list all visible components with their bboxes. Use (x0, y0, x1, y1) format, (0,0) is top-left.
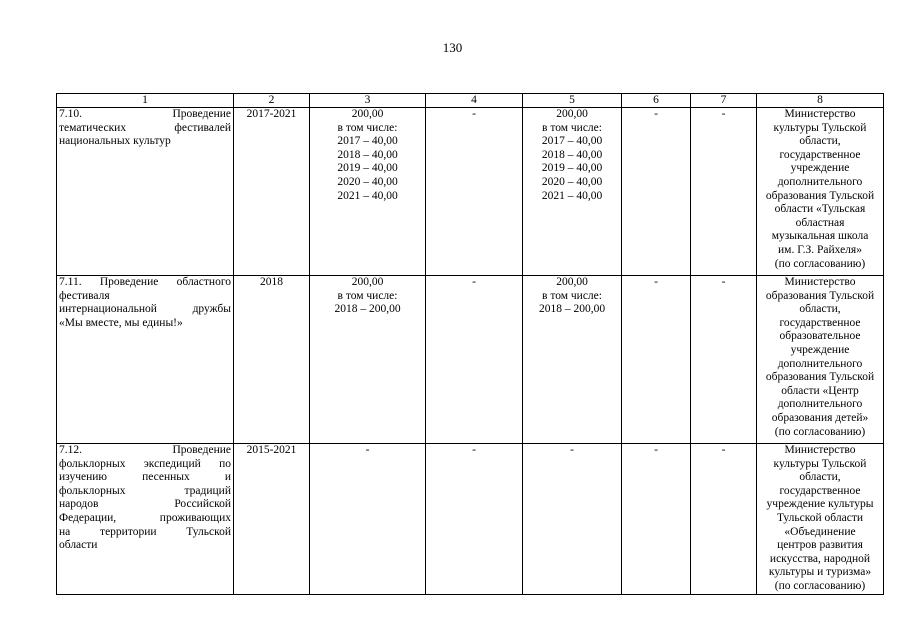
executor-cell-line: образования Тульской (765, 371, 875, 384)
executor-cell-line: культуры и туризма» (768, 566, 872, 579)
budget-total-cell (310, 108, 426, 276)
activity-name-cell-line: 7.10. Проведение (59, 108, 231, 120)
header-cell: 5 (523, 94, 622, 108)
budget-total-cell-line: в том числе: (337, 289, 398, 302)
activity-name-cell-line: тематических фестивалей (59, 121, 231, 134)
activity-name-cell-line: национальных культур (59, 135, 171, 148)
regional-budget-cell-line: 2018 – 200,00 (538, 303, 606, 316)
executor-cell-line: дополнительного (777, 175, 863, 188)
activity-name-cell-line: фольклорных экспедиций по (59, 457, 231, 470)
activity-name-cell-line: народов Российской (59, 498, 231, 511)
activity-name-cell-line: фестиваля (59, 289, 110, 302)
period-cell: 2018 (234, 276, 310, 444)
budget-total-cell-line: 2017 – 40,00 (337, 135, 398, 148)
executor-cell-line: области, (799, 303, 841, 316)
header-cell: 3 (310, 94, 426, 108)
local-budget-cell: - (622, 276, 691, 444)
executor-cell-line: (по согласованию) (774, 425, 866, 438)
executor-cell-line: областная (795, 216, 845, 229)
other-sources-cell: - (691, 276, 757, 444)
executor-cell-line: учреждение (790, 343, 850, 356)
budget-total-cell-line: 200,00 (351, 108, 384, 120)
activity-name-cell-line: интернациональной дружбы (59, 303, 231, 316)
executor-cell-line: искусства, народной (769, 552, 871, 565)
regional-budget-cell-line: - (570, 444, 574, 456)
executor-cell-line: учреждение культуры (766, 498, 874, 511)
executor-cell-line: (по согласованию) (774, 257, 866, 270)
header-cell: 6 (622, 94, 691, 108)
federal-budget-cell: - (426, 108, 523, 276)
executor-cell-line: области «Центр (781, 384, 859, 397)
executor-cell-line: центров развития (777, 539, 863, 552)
executor-cell-line: Тульской области (776, 511, 863, 524)
header-cell: 4 (426, 94, 523, 108)
executor-cell-line: музыкальная школа (771, 230, 869, 243)
regional-budget-cell (523, 276, 622, 444)
budget-total-cell-line: 2021 – 40,00 (337, 189, 398, 202)
regional-budget-cell-line: 200,00 (556, 276, 588, 288)
executor-cell-line: «Объединение (784, 525, 856, 538)
activity-name-cell-line: 7.11. Проведение областного (59, 276, 231, 288)
local-budget-cell: - (622, 444, 691, 595)
regional-budget-cell-line: в том числе: (542, 289, 602, 302)
table-row (57, 276, 884, 444)
period-cell: 2017-2021 (234, 108, 310, 276)
executor-cell-line: Министерство (784, 444, 856, 456)
executor-cell-line: учреждение (790, 162, 850, 175)
executor-cell-line: дополнительного (777, 357, 863, 370)
activity-name-cell-line: Федерации, проживающих (59, 511, 231, 524)
executor-cell-line: области «Тульская (774, 203, 866, 216)
executor-cell-line: дополнительного (777, 398, 863, 411)
header-cell: 2 (234, 94, 310, 108)
regional-budget-cell-line: 2018 – 40,00 (541, 148, 603, 161)
executor-cell-line: образовательное (779, 330, 861, 343)
activity-name-cell (57, 444, 234, 595)
regional-budget-cell-line: 200,00 (556, 108, 588, 120)
activity-name-cell-line: на территории Тульской (59, 525, 231, 538)
budget-total-cell-line: в том числе: (337, 121, 398, 134)
executor-cell-line: им. Г.З. Райхеля» (778, 243, 862, 256)
federal-budget-cell: - (426, 444, 523, 595)
plan-table (56, 93, 884, 595)
executor-cell (757, 276, 884, 444)
activity-name-cell-line: изучению песенных и (59, 471, 231, 484)
executor-cell-line: культуры Тульской (773, 121, 867, 134)
executor-cell-line: государственное (779, 148, 861, 161)
executor-cell-line: образования Тульской (765, 289, 875, 302)
header-cell: 7 (691, 94, 757, 108)
budget-total-cell-line: 200,00 (351, 276, 384, 288)
regional-budget-cell (523, 108, 622, 276)
table-row (57, 444, 884, 595)
period-cell: 2015-2021 (234, 444, 310, 595)
activity-name-cell-line: области (59, 539, 98, 552)
budget-total-cell (310, 276, 426, 444)
other-sources-cell: - (691, 444, 757, 595)
activity-name-cell-line: фольклорных традиций (59, 484, 231, 497)
activity-name-cell-line: 7.12. Проведение (59, 444, 231, 456)
executor-cell (757, 108, 884, 276)
budget-total-cell-line: - (365, 444, 370, 456)
executor-cell-line: государственное (779, 316, 861, 329)
budget-total-cell-line: 2018 – 40,00 (337, 148, 398, 161)
executor-cell (757, 444, 884, 595)
table-row (57, 108, 884, 276)
executor-cell-line: государственное (779, 484, 861, 497)
regional-budget-cell-line: 2017 – 40,00 (541, 135, 603, 148)
header-cell: 8 (757, 94, 884, 108)
executor-cell-line: образования Тульской (765, 189, 875, 202)
local-budget-cell: - (622, 108, 691, 276)
header-row (57, 94, 884, 108)
budget-total-cell-line: 2019 – 40,00 (337, 162, 398, 175)
executor-cell-line: образования детей» (771, 411, 869, 424)
header-cell: 1 (57, 94, 234, 108)
executor-cell-line: области, (799, 471, 841, 484)
regional-budget-cell-line: 2020 – 40,00 (541, 175, 603, 188)
other-sources-cell: - (691, 108, 757, 276)
executor-cell-line: Министерство (784, 108, 856, 120)
budget-total-cell-line: 2018 – 200,00 (334, 303, 401, 316)
activity-name-cell (57, 108, 234, 276)
page-number: 130 (442, 40, 463, 55)
regional-budget-cell (523, 444, 622, 595)
budget-total-cell-line: 2020 – 40,00 (337, 175, 398, 188)
regional-budget-cell-line: в том числе: (542, 121, 602, 134)
activity-name-cell (57, 276, 234, 444)
regional-budget-cell-line: 2021 – 40,00 (541, 189, 603, 202)
executor-cell-line: культуры Тульской (773, 457, 867, 470)
executor-cell-line: Министерство (784, 276, 856, 288)
executor-cell-line: области, (799, 135, 841, 148)
budget-total-cell (310, 444, 426, 595)
federal-budget-cell: - (426, 276, 523, 444)
activity-name-cell-line: «Мы вместе, мы едины!» (59, 316, 183, 329)
regional-budget-cell-line: 2019 – 40,00 (541, 162, 603, 175)
executor-cell-line: (по согласованию) (774, 579, 866, 592)
